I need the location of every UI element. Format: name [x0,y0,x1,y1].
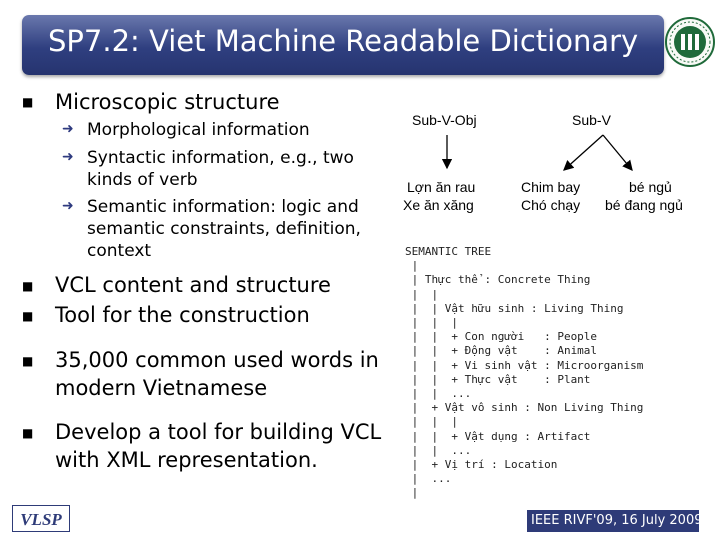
example-sub-v-obj-2: Xe ăn xăng [403,197,474,213]
example-sub-v-4: bé đang ngủ [605,197,683,213]
sub-bullet-semantic: Semantic information: logic and [87,197,359,217]
sub-bullet-syntactic-cont: kinds of verb [87,170,198,190]
bullet-common-words-cont: modern Vietnamese [55,376,268,400]
bullet-microscopic-structure: Microscopic structure [55,90,280,114]
arrow-right-icon: ➜ [62,149,74,165]
arrow-right-icon: ➜ [62,121,74,137]
page-title: SP7.2: Viet Machine Readable Dictionary [48,24,639,58]
vlsp-logo [12,505,70,532]
label-sub-v-obj: Sub-V-Obj [412,112,477,128]
bullet-develop-tool-cont: with XML representation. [55,448,318,472]
example-sub-v-2: Chó chạy [521,197,581,213]
bullet-tool: Tool for the construction [55,303,310,327]
square-bullet-icon: ■ [22,426,34,440]
example-sub-v-1: Chim bay [521,179,581,195]
semantic-tree-text: SEMANTIC TREE | | Thực thể : Concrete Thing | | | | Vật hữu sinh : Living Thing | | | | | + Con người : People | | + Động vật : Animal | | + Vi sinh vật : Microorganism | | + Thực vật : Plant | | ... | + Vật vô sinh : Non Living Thing | | | | | + Vật dụng : Artifact | | ... | + Vị trí : Location | ... | [405,245,644,500]
svg-text:VLSP: VLSP [20,510,62,529]
bullet-develop-tool: Develop a tool for building VCL [55,420,382,444]
sub-bullet-semantic-cont2: context [87,241,152,261]
arrow-down-left-icon [564,135,603,170]
square-bullet-icon: ■ [22,354,34,368]
semantic-tree [405,245,695,500]
bullet-vcl-content: VCL content and structure [55,273,331,297]
square-bullet-icon: ■ [22,309,34,323]
example-sub-v-obj-1: Lợn ăn rau [407,179,476,195]
sub-bullet-syntactic: Syntactic information, e.g., two [87,148,354,168]
arrow-right-icon: ➜ [62,198,74,214]
square-bullet-icon: ■ [22,279,34,293]
label-sub-v: Sub-V [572,112,611,128]
sub-bullet-morphological: Morphological information [87,120,310,140]
arrow-down-right-icon [603,135,632,170]
sub-bullet-semantic-cont: semantic constraints, definition, [87,219,361,239]
bullet-common-words: 35,000 common used words in [55,348,379,372]
square-bullet-icon: ■ [22,95,34,109]
footer-conference: IEEE RIVF'09, 16 July 2009 [527,510,699,532]
example-sub-v-3: bé ngủ [629,179,672,195]
